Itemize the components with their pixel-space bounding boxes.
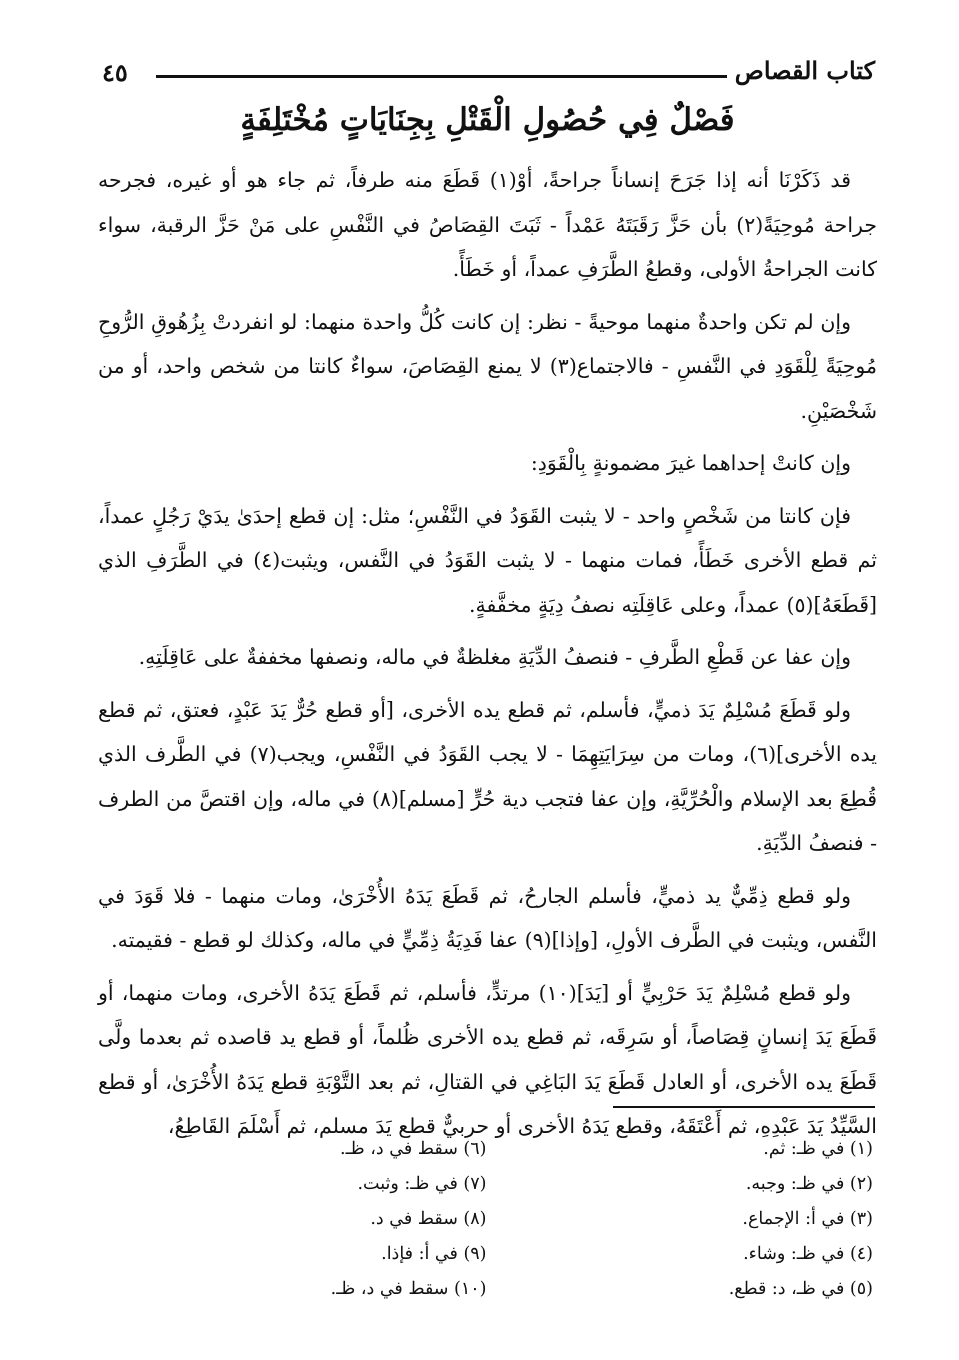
- footnote: (٢) في ظـ: وجبه.: [745, 1174, 873, 1194]
- paragraph: وإن عفا عن قَطْعِ الطَّرفِ - فنصفُ الدِّيَةِ مغلظةٌ في ماله، ونصفها مخففةٌ على عَاقِلَتِهِ.: [138, 645, 851, 669]
- footnote: (٩) في أ: فإذا.: [381, 1244, 487, 1264]
- header-rule: [156, 75, 727, 78]
- footnote: (٥) في ظـ، د: قطع.: [728, 1279, 873, 1299]
- book-title: كتاب القصاص: [734, 56, 875, 85]
- footnote: (٧) في ظـ: وثبت.: [357, 1174, 487, 1194]
- main-text: [98, 158, 877, 1157]
- paragraph: قد ذَكَرْنَا أنه إذا جَرَحَ إنساناً جراحةً، أوْ(١) قَطَعَ منه طرفاً، ثم جاء هو أو غيره، فجرحه جراحة مُوحِيَةً(٢) بأن حَزَّ رَقَبَتَهُ عَمْداً - ثَبَتَ القِصَاصُ في النَّفْسِ على مَنْ حَزَّ الرقبة، سواء كانت الجراحةُ الأولى، وقطعُ الطَّرَفِ عمداً، أو خَطَأً.: [98, 168, 878, 281]
- chapter-title: فَصْلٌ فِي حُصُولِ الْقَتْلِ بِجِنَايَاتٍ مُخْتَلِفَةٍ: [240, 102, 735, 138]
- footnotes-column-right: [487, 1132, 874, 1307]
- paragraph: ولو قطع ذِمِّيٌّ يد ذميٍّ، فأسلم الجارحُ، ثم قَطَعَ يَدَهُ الأُخْرَىٰ، ومات منهما - فلا قَوَدَ في النَّفس، ويثبت في الطَّرف الأولِ، [وإذا](٩) عفا فَدِيَةُ ذِمِّيٍّ في ماله، وكذلك لو قطع - فقيمته.: [98, 883, 877, 952]
- page-number: ٤٥: [102, 58, 128, 87]
- footnote: (١٠) سقط في د، ظـ.: [330, 1279, 487, 1299]
- paragraph: ولو قطع مُسْلِمٌ يَدَ حَرْبِيٍّ أو [يَدَ](١٠) مرتدٍّ، فأسلم، ثم قَطَعَ يَدَهُ الأخرى، ومات منهما، أو قَطَعَ يَدَ إنسانٍ قِصَاصاً، أو سَرِقَه، ثم قطع يده الأخرى ظُلماً، أو قطع يد قاصده ثم بعدما ولَّى قَطَعَ يده الأخرى، أو العادل قَطَعَ يَدَ البَاغِي في القتالِ، ثم بعد التَّوْبَةِ قطع يَدَهُ الأُخْرَىٰ، أو قطع السَّيِّدُ يَدَ عَبْدِهِ، ثم أَعْتَقَهُ، وقطع يَدَهُ الأخرى أو حربيٌّ قطع يَدَ مسلم، ثم أَسْلَمَ القَاطِعُ،: [98, 980, 877, 1138]
- footnote: (٤) في ظـ: وشاء.: [743, 1244, 873, 1264]
- running-header: [100, 56, 875, 90]
- paragraph: وإن كانتْ إحداهما غيرَ مضمونةٍ بِالْقَوَدِ:: [530, 451, 851, 475]
- footnote: (١) في ظـ: ثم.: [763, 1139, 873, 1159]
- paragraph: وإن لم تكن واحدةٌ منهما موحيةً - نظر: إن كانت كُلُّ واحدة منهما: لو انفردتْ بِزُهُوقِ الرُّوحِ مُوحِيَةً لِلْقَوَدِ في النَّفسِ - فالاجتماع(٣) لا يمنع القِصَاصَ، سواءٌ كانتا من شخص واحد، أو من شَخْصَيْنِ.: [98, 309, 877, 423]
- footnote: (٨) سقط في د.: [370, 1209, 487, 1229]
- paragraph: فإن كانتا من شَخْصٍ واحد - لا يثبت القَوَدُ في النَّفْسِ؛ مثل: إن قطع إحدَىٰ يدَيْ رَجُلٍ عمداً، ثم قطع الأخرى خَطَأً، فمات منهما - لا يثبت القَوَدُ في النَّفس، ويثبت(٤) في الطَّرَفِ الذي [قَطَعَهُ](٥) عمداً، وعلى عَاقِلَتِه نصفُ دِيَةٍ مخفَّفةٍ.: [98, 503, 877, 617]
- footnote: (٦) سقط في د، ظـ.: [340, 1139, 487, 1159]
- footnote: (٣) في أ: الإجماع.: [742, 1209, 873, 1229]
- footnotes-column-left: [100, 1132, 487, 1307]
- footnote-rule: [613, 1106, 875, 1108]
- footnotes: [100, 1132, 873, 1307]
- paragraph: ولو قَطَعَ مُسْلِمٌ يَدَ ذميٍّ، فأسلم، ثم قطع يده الأخرى، [أو قطع حُرٌّ يَدَ عَبْدٍ، فعتق، ثم قطع يده الأخرى](٦)، ومات من سِرَايَتِهِمَا - لا يجب القَوَدُ في النَّفْسِ، ويجب(٧) في الطَّرف الذي قُطِعَ بعد الإسلام والْحُرِّيَّةِ، وإن عفا فتجب دية حُرٍّ [مسلم](٨) في ماله، وإن اقتصَّ من الطرف - فنصفُ الدِّيَةِ.: [98, 697, 878, 855]
